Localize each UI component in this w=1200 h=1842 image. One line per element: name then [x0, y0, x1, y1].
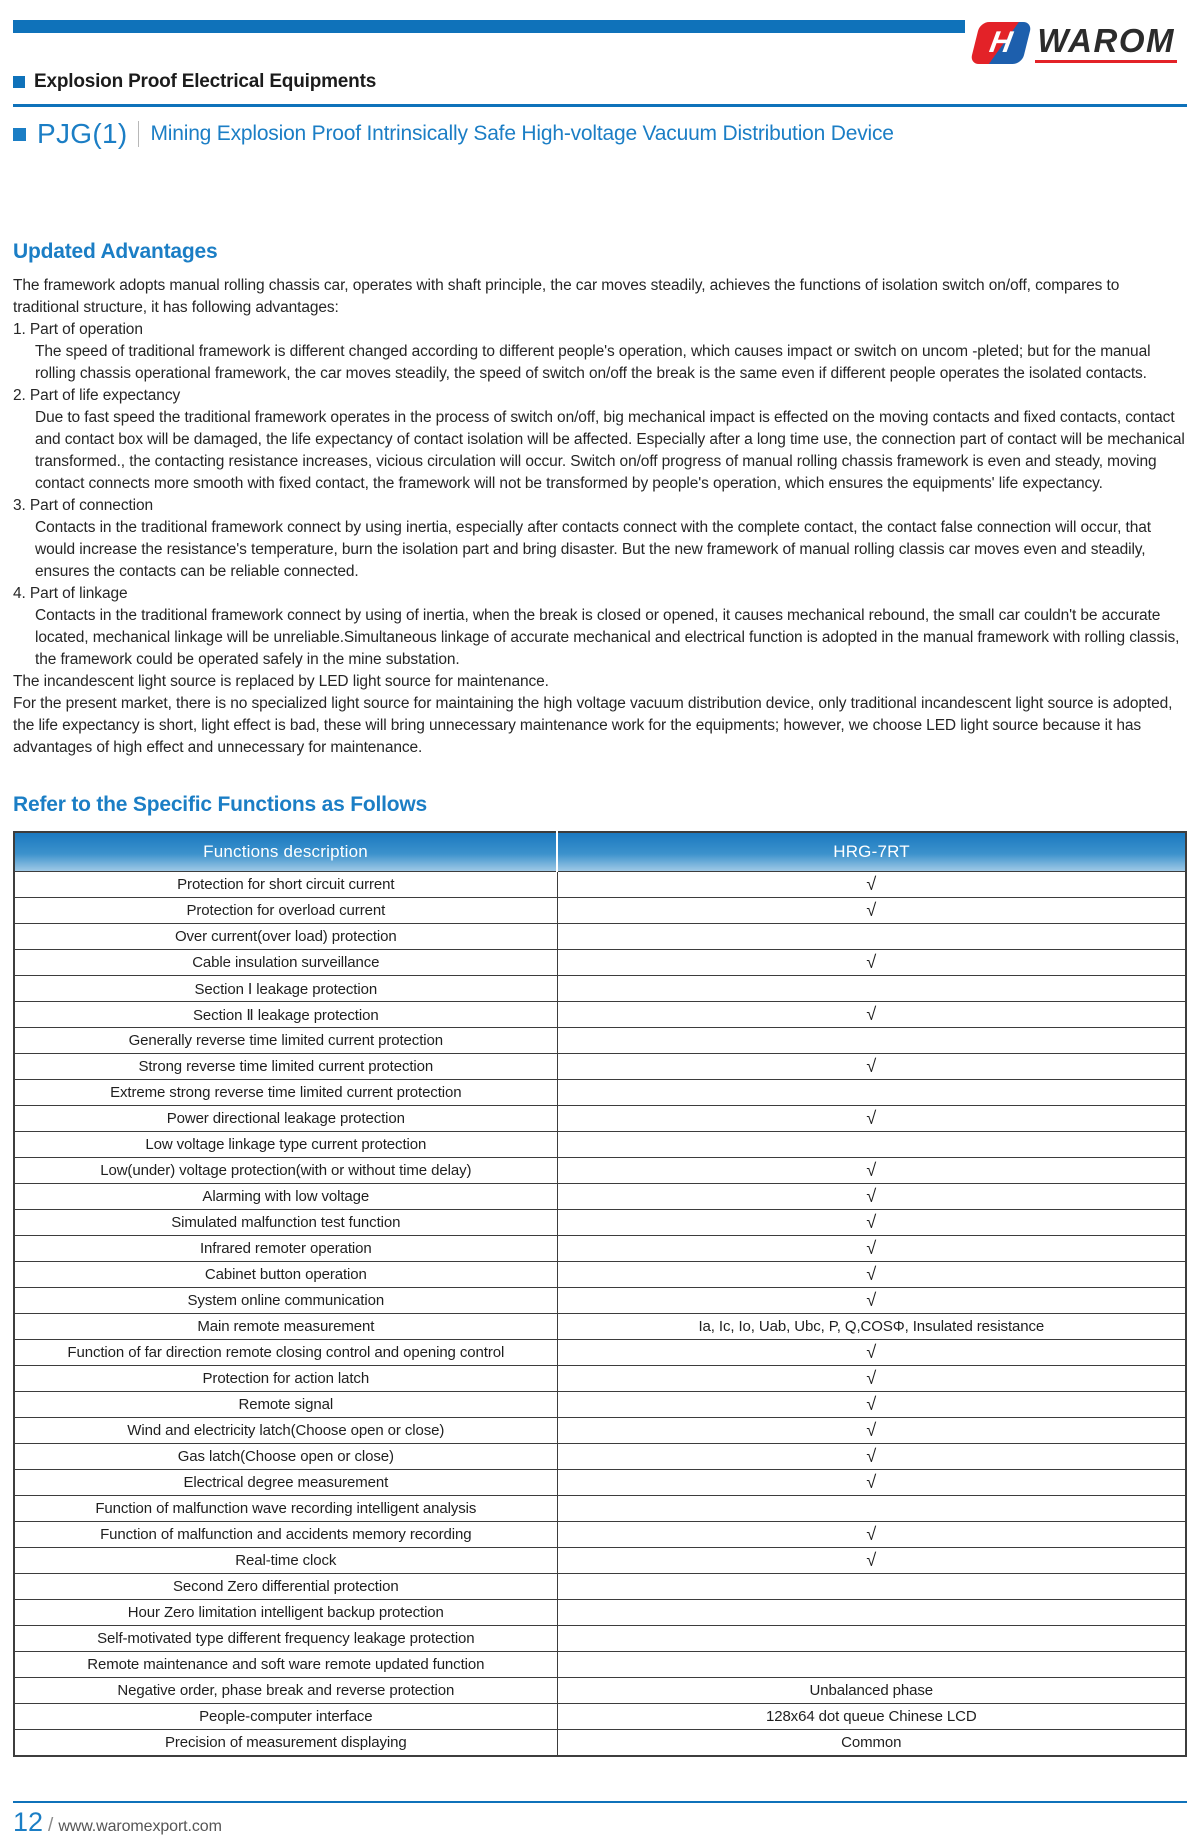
- table-row: [14, 872, 1186, 898]
- function-cell: Over current(over load) protection: [14, 924, 557, 950]
- function-cell: Wind and electricity latch(Choose open or close): [14, 1418, 557, 1444]
- function-cell: People-computer interface: [14, 1704, 557, 1730]
- table-row: [14, 1678, 1186, 1704]
- value-cell: [557, 1496, 1186, 1522]
- table-row: [14, 1236, 1186, 1262]
- table-row: [14, 1184, 1186, 1210]
- function-cell: Generally reverse time limited current protection: [14, 1028, 557, 1054]
- table-row: [14, 1392, 1186, 1418]
- functions-table: [13, 831, 1187, 1757]
- value-cell: [557, 1132, 1186, 1158]
- function-cell: Section Ⅱ leakage protection: [14, 1002, 557, 1028]
- value-cell: √: [557, 1002, 1186, 1028]
- header-bar: [13, 20, 965, 33]
- warom-h-icon: [970, 22, 1032, 64]
- table-row: [14, 1210, 1186, 1236]
- value-cell: [557, 924, 1186, 950]
- column-header-model: HRG-7RT: [557, 832, 1186, 872]
- function-cell: Alarming with low voltage: [14, 1184, 557, 1210]
- table-row: [14, 1132, 1186, 1158]
- function-cell: Cable insulation surveillance: [14, 950, 557, 976]
- value-cell: √: [557, 1210, 1186, 1236]
- value-cell: [557, 1626, 1186, 1652]
- advantage-item-body: The speed of traditional framework is different changed according to different people's operation, which causes impact or switch on uncom -pleted; but for the manual rolling chassis operational framework, the car moves steadily, the speed of switch on/off the break is the same even if different people operates the isolated contacts.: [35, 343, 1151, 382]
- logo-wordmark: WAROM: [1035, 24, 1177, 63]
- table-header-row: [14, 832, 1186, 872]
- function-cell: Self-motivated type different frequency leakage protection: [14, 1626, 557, 1652]
- table-row: [14, 1522, 1186, 1548]
- table-row: [14, 976, 1186, 1002]
- product-title-row: [13, 120, 1187, 148]
- advantage-item-title: 4. Part of linkage: [13, 585, 128, 602]
- value-cell: Ia, Ic, Io, Uab, Ubc, P, Q,COSΦ, Insulated resistance: [557, 1314, 1186, 1340]
- table-row: [14, 1496, 1186, 1522]
- advantages-text: [13, 275, 1187, 759]
- advantage-item-title: 2. Part of life expectancy: [13, 387, 181, 404]
- value-cell: Common: [557, 1730, 1186, 1757]
- table-row: [14, 1574, 1186, 1600]
- function-cell: Remote maintenance and soft ware remote updated function: [14, 1652, 557, 1678]
- product-model: PJG(1): [37, 118, 128, 149]
- value-cell: √: [557, 1522, 1186, 1548]
- page-footer: [13, 1801, 1187, 1837]
- advantage-item-body: Due to fast speed the traditional framework operates in the process of switch on/off, big mechanical impact is effected on the moving contacts and fixed contacts, contact and contact box will be damaged, the life expectancy of contact isolation will be affected. Especially after a long time use, the connection part of contact will be mechanical transformed., the contacting resistance increases, vicious circulation will occur. Switch on/off progress of manual rolling chassis framework is even and steady, moving contact connects more smooth with fixed contact, the framework will not be transformed by people's operation, which ensures the equipments' life expectancy.: [35, 409, 1185, 492]
- value-cell: √: [557, 1418, 1186, 1444]
- function-cell: Precision of measurement displaying: [14, 1730, 557, 1757]
- value-cell: √: [557, 1262, 1186, 1288]
- value-cell: √: [557, 1548, 1186, 1574]
- table-row: [14, 1002, 1186, 1028]
- functions-table-head: [14, 832, 1186, 872]
- square-bullet-icon: [13, 76, 25, 88]
- function-cell: Negative order, phase break and reverse protection: [14, 1678, 557, 1704]
- value-cell: √: [557, 1470, 1186, 1496]
- function-cell: Function of malfunction wave recording intelligent analysis: [14, 1496, 557, 1522]
- table-row: [14, 1314, 1186, 1340]
- value-cell: [557, 1574, 1186, 1600]
- footer-rule: [13, 1801, 1187, 1803]
- function-cell: Electrical degree measurement: [14, 1470, 557, 1496]
- value-cell: √: [557, 1158, 1186, 1184]
- function-cell: Simulated malfunction test function: [14, 1210, 557, 1236]
- value-cell: √: [557, 1236, 1186, 1262]
- table-row: [14, 1158, 1186, 1184]
- page-header: [13, 20, 1187, 68]
- function-cell: Protection for overload current: [14, 898, 557, 924]
- functions-heading: Refer to the Specific Functions as Follows: [13, 793, 427, 816]
- value-cell: √: [557, 1340, 1186, 1366]
- advantage-item-body: Contacts in the traditional framework connect by using inertia, especially after contacts connect with the complete contact, the contact false connection will occur, that would increase the resistance's temperature, burn the isolation part and bring disaster. But the new framework of manual rolling classis car moves even and steadily, ensures the contacts can be reliable connected.: [35, 519, 1151, 580]
- function-cell: Function of malfunction and accidents memory recording: [14, 1522, 557, 1548]
- table-row: [14, 924, 1186, 950]
- table-row: [14, 950, 1186, 976]
- function-cell: Section Ⅰ leakage protection: [14, 976, 557, 1002]
- page-number: 12: [13, 1807, 44, 1837]
- table-row: [14, 1418, 1186, 1444]
- category-row: [13, 71, 1187, 93]
- value-cell: √: [557, 1366, 1186, 1392]
- value-cell: √: [557, 872, 1186, 898]
- column-header-functions: Functions description: [14, 832, 557, 872]
- value-cell: √: [557, 1288, 1186, 1314]
- value-cell: [557, 1652, 1186, 1678]
- value-cell: √: [557, 1184, 1186, 1210]
- function-cell: Protection for short circuit current: [14, 872, 557, 898]
- table-row: [14, 1288, 1186, 1314]
- footer-separator: /: [48, 1815, 54, 1836]
- table-row: [14, 1600, 1186, 1626]
- footer-line: [13, 1809, 1187, 1837]
- page-title: Mining Explosion Proof Intrinsically Safe High-voltage Vacuum Distribution Device: [150, 122, 894, 146]
- function-cell: Low(under) voltage protection(with or without time delay): [14, 1158, 557, 1184]
- advantages-heading: Updated Advantages: [13, 240, 218, 263]
- advantage-item-title: 3. Part of connection: [13, 497, 154, 514]
- warom-logo: [975, 22, 1177, 64]
- function-cell: Low voltage linkage type current protection: [14, 1132, 557, 1158]
- value-cell: √: [557, 1444, 1186, 1470]
- table-row: [14, 1080, 1186, 1106]
- function-cell: Extreme strong reverse time limited current protection: [14, 1080, 557, 1106]
- function-cell: Main remote measurement: [14, 1314, 557, 1340]
- value-cell: √: [557, 1392, 1186, 1418]
- function-cell: Gas latch(Choose open or close): [14, 1444, 557, 1470]
- value-cell: √: [557, 1054, 1186, 1080]
- function-cell: Hour Zero limitation intelligent backup protection: [14, 1600, 557, 1626]
- table-row: [14, 1444, 1186, 1470]
- title-divider: [138, 121, 139, 147]
- header-rule: [13, 104, 1187, 107]
- table-row: [14, 898, 1186, 924]
- table-row: [14, 1262, 1186, 1288]
- table-row: [14, 1626, 1186, 1652]
- function-cell: Protection for action latch: [14, 1366, 557, 1392]
- function-cell: Function of far direction remote closing control and opening control: [14, 1340, 557, 1366]
- table-row: [14, 1028, 1186, 1054]
- value-cell: 128x64 dot queue Chinese LCD: [557, 1704, 1186, 1730]
- function-cell: Remote signal: [14, 1392, 557, 1418]
- table-row: [14, 1548, 1186, 1574]
- advantages-note-led: The incandescent light source is replaced by LED light source for maintenance.: [13, 673, 549, 690]
- function-cell: Real-time clock: [14, 1548, 557, 1574]
- table-row: [14, 1366, 1186, 1392]
- value-cell: √: [557, 898, 1186, 924]
- advantages-note-market: For the present market, there is no specialized light source for maintaining the high voltage vacuum distribution device, only traditional incandescent light source is adopted, the life expectancy is short, light effect is bad, these will bring unnecessary maintenance work for the equipments; however, we choose LED light source because it has advantages of high effect and unnecessary for maintenance.: [13, 695, 1173, 756]
- value-cell: Unbalanced phase: [557, 1678, 1186, 1704]
- function-cell: Strong reverse time limited current protection: [14, 1054, 557, 1080]
- table-row: [14, 1340, 1186, 1366]
- value-cell: [557, 1028, 1186, 1054]
- function-cell: Infrared remoter operation: [14, 1236, 557, 1262]
- table-row: [14, 1470, 1186, 1496]
- table-row: [14, 1652, 1186, 1678]
- value-cell: [557, 1600, 1186, 1626]
- category-title: Explosion Proof Electrical Equipments: [34, 71, 377, 92]
- function-cell: Second Zero differential protection: [14, 1574, 557, 1600]
- advantage-item-body: Contacts in the traditional framework connect by using of inertia, when the break is closed or opened, it causes mechanical rebound, the small car couldn't be accurate located, mechanical linkage will be unreliable.Simultaneous linkage of accurate mechanical and electrical function is adopted in the manual framework with rolling classis, the framework could be operated safely in the mine substation.: [35, 607, 1180, 668]
- table-row: [14, 1106, 1186, 1132]
- website-url: www.waromexport.com: [58, 1818, 222, 1835]
- table-row: [14, 1704, 1186, 1730]
- functions-table-body: [14, 872, 1186, 1757]
- square-bullet-icon: [13, 128, 26, 141]
- value-cell: [557, 1080, 1186, 1106]
- advantage-item-title: 1. Part of operation: [13, 321, 143, 338]
- function-cell: Cabinet button operation: [14, 1262, 557, 1288]
- function-cell: System online communication: [14, 1288, 557, 1314]
- logo-letter: H: [987, 26, 1016, 59]
- advantages-intro: The framework adopts manual rolling chassis car, operates with shaft principle, the car moves steadily, achieves the functions of isolation switch on/off, compares to traditional structure, it has following advantages:: [13, 277, 1120, 316]
- value-cell: √: [557, 950, 1186, 976]
- value-cell: √: [557, 1106, 1186, 1132]
- function-cell: Power directional leakage protection: [14, 1106, 557, 1132]
- table-row: [14, 1054, 1186, 1080]
- value-cell: [557, 976, 1186, 1002]
- table-row: [14, 1730, 1186, 1757]
